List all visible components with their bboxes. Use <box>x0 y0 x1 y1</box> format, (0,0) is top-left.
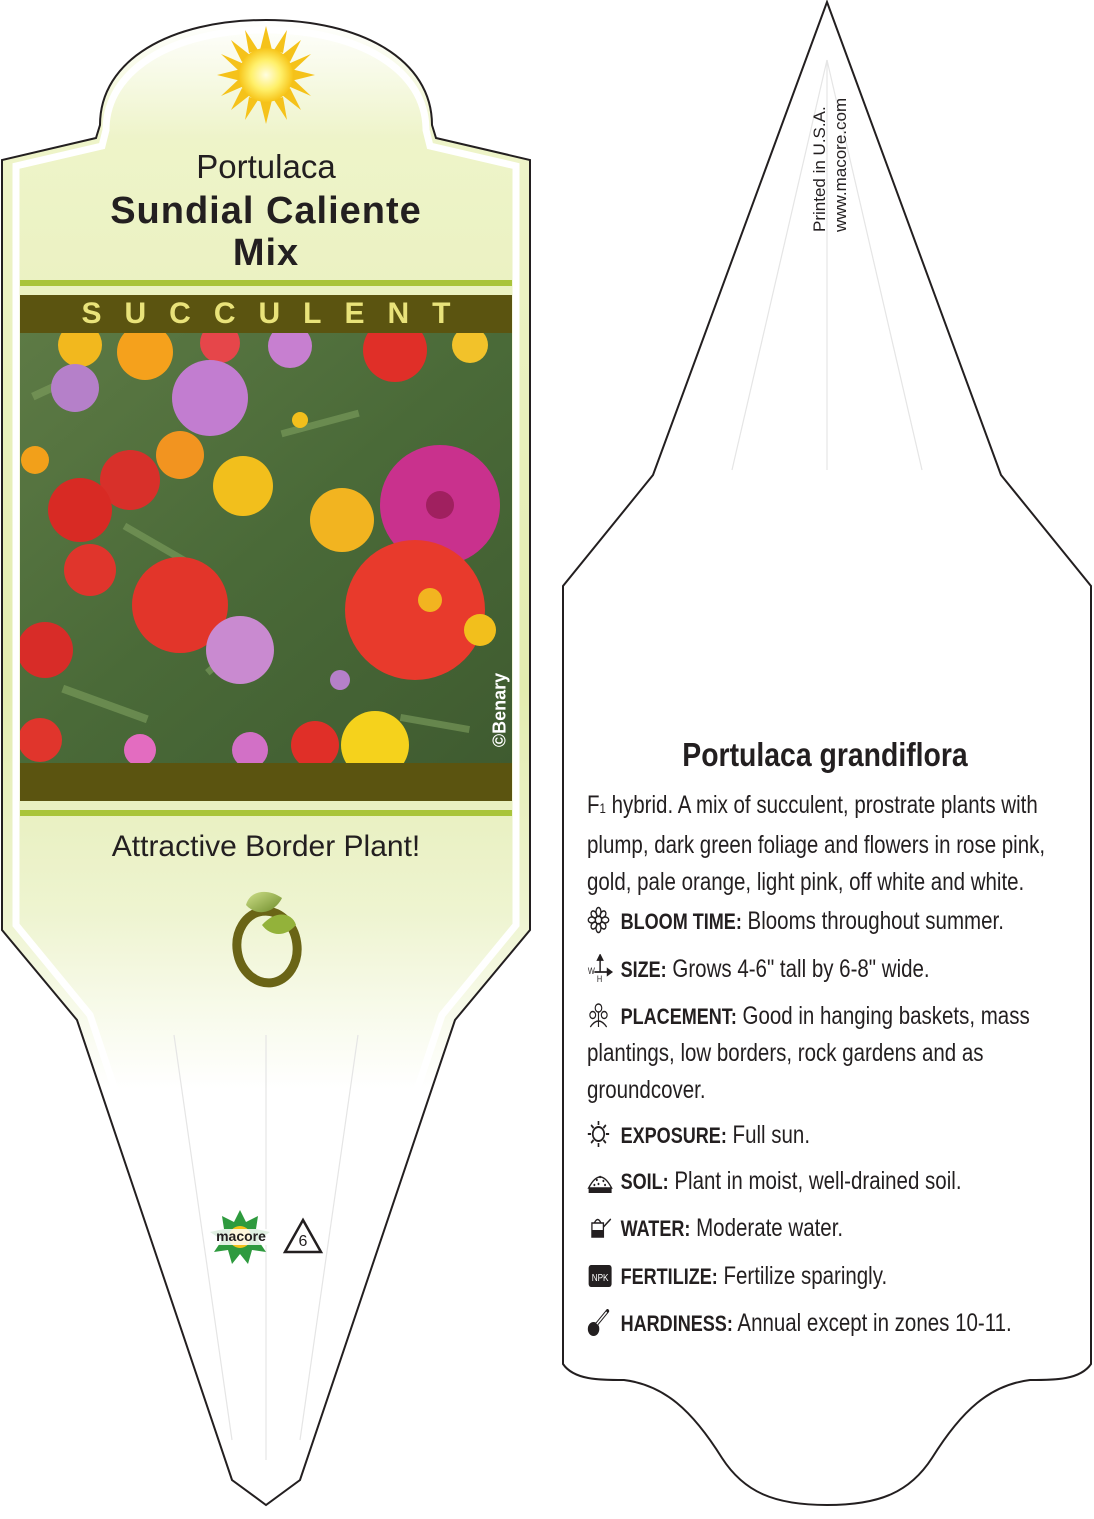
plant-variety-line1: Sundial Caliente <box>110 190 422 232</box>
care-label: SOIL: <box>620 1169 669 1194</box>
photo-credit: ©Benary <box>489 672 510 748</box>
care-text: Fertilize sparingly. <box>717 1262 888 1290</box>
printed-country: Printed in U.S.A. <box>810 106 829 232</box>
plant-description: F1 hybrid. A mix of succulent, prostrate plants with plump, dark green foliage and flowers in rose pink, gold, pale orange, light pink, off white and white. <box>587 791 1046 896</box>
svg-text:W: W <box>587 966 595 977</box>
sun-icon <box>587 1120 615 1148</box>
svg-text:H: H <box>596 974 603 982</box>
care-text: Full sun. <box>726 1121 811 1149</box>
care-row-bloom-time <box>587 903 1057 940</box>
flower-photo <box>17 318 512 779</box>
care-row-water <box>587 1210 1057 1247</box>
care-text: Plant in moist, well-drained soil. <box>668 1167 962 1195</box>
macore-brand-text: macore <box>216 1228 266 1244</box>
size-arrows-icon <box>587 954 615 982</box>
svg-text:NPK: NPK <box>591 1272 609 1284</box>
tagline: Attractive Border Plant! <box>111 830 421 863</box>
care-row-size <box>587 951 1057 988</box>
care-text: Moderate water. <box>690 1214 844 1242</box>
care-label: FERTILIZE: <box>620 1264 718 1289</box>
care-label: WATER: <box>620 1216 691 1241</box>
care-row-placement <box>587 998 1057 1109</box>
watering-can-icon <box>587 1213 615 1241</box>
care-text: Grows 4-6" tall by 6-8" wide. <box>666 955 930 983</box>
care-row-fertilize <box>587 1258 1057 1295</box>
care-label: SIZE: <box>620 957 667 982</box>
sun-icon <box>217 26 315 124</box>
care-label: EXPOSURE: <box>620 1123 727 1148</box>
care-text: Annual except in zones 10-11. <box>732 1309 1012 1337</box>
thermometer-icon <box>587 1308 615 1336</box>
care-label: HARDINESS: <box>620 1311 733 1336</box>
care-text: Blooms throughout summer. <box>741 907 1004 935</box>
category-label: SUCCULENT <box>81 297 474 330</box>
printed-info <box>800 62 860 232</box>
botanical-name: Portulaca grandiflora <box>682 736 968 773</box>
care-label: PLACEMENT: <box>620 1004 737 1029</box>
care-text: Good in hanging baskets, mass plantings, low borders, rock gardens and as groundcover. <box>587 1002 1030 1104</box>
npk-fertilizer-icon <box>587 1261 615 1289</box>
plant-genus: Portulaca <box>196 148 336 185</box>
flower-icon <box>587 906 615 934</box>
placement-flowers-icon <box>587 1001 615 1029</box>
care-row-soil <box>587 1163 1057 1200</box>
soil-icon <box>587 1166 615 1194</box>
plant-variety-line2: Mix <box>232 232 300 274</box>
care-row-hardiness <box>587 1305 1057 1342</box>
plant-variety <box>0 190 532 274</box>
recycle-number: 6 <box>298 1233 308 1250</box>
care-row-exposure <box>587 1117 1057 1154</box>
care-label: BLOOM TIME: <box>620 909 742 934</box>
printed-website: www.macore.com <box>831 97 850 232</box>
